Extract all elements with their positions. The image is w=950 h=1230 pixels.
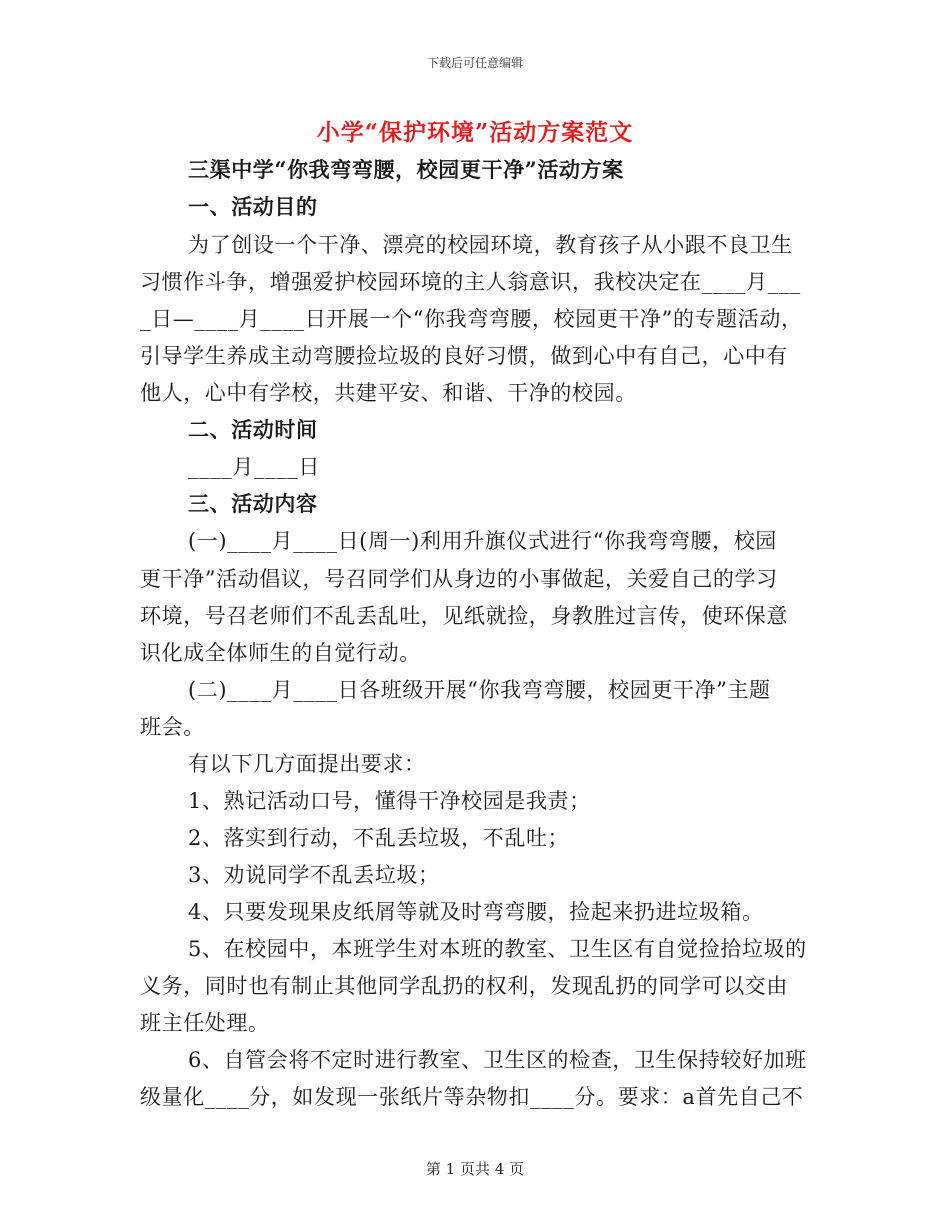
header-note: 下载后可任意编辑	[426, 56, 523, 70]
list-item: 5、在校园中，本班学生对本班的教室、卫生区有自觉捡拾垃圾的	[188, 937, 807, 961]
section-heading-purpose: 一、活动目的	[188, 194, 318, 219]
paragraph-line: 班会。	[140, 715, 205, 739]
list-item: 3、劝说同学不乱丢垃圾；	[188, 863, 440, 887]
page-footer: 第 1 页共 4 页	[425, 1160, 525, 1178]
paragraph-line: 习惯作斗争，增强爱护校园环境的主人翁意识，我校决定在____月___	[140, 270, 801, 294]
subtitle: 三渠中学“你我弯弯腰，校园更干净”活动方案	[188, 157, 624, 182]
page-title: 小学“保护环境”活动方案范文	[316, 119, 634, 146]
paragraph-line: 识化成全体师生的自觉行动。	[140, 641, 421, 665]
paragraph-line: 为了创设一个干净、漂亮的校园环境，教育孩子从小跟不良卫生	[188, 233, 793, 257]
paragraph-line: 义务，同时也有制止其他同学乱扔的权利，发现乱扔的同学可以交由	[140, 974, 788, 998]
paragraph-line: 环境，号召老师们不乱丢乱吐，见纸就捡，身教胜过言传，使环保意	[140, 604, 788, 628]
paragraph-line: 更干净”活动倡议，号召同学们从身边的小事做起，关爱自己的学习	[140, 567, 778, 591]
paragraph-line: ____月____日	[188, 455, 320, 479]
paragraph-line: 有以下几方面提出要求：	[188, 752, 426, 776]
list-item: 1、熟记活动口号，懂得干净校园是我责；	[188, 789, 591, 813]
paragraph-line: (二)____月____日各班级开展“你我弯弯腰，校园更干净”主题	[188, 678, 771, 702]
list-item: 2、落实到行动，不乱丢垃圾，不乱吐；	[188, 826, 570, 850]
section-heading-time: 二、活动时间	[188, 417, 318, 442]
paragraph-line: 他人，心中有学校，共建平安、和谐、干净的校园。	[140, 381, 637, 405]
paragraph-line: (一)____月____日(周一)利用升旗仪式进行“你我弯弯腰，校园	[188, 529, 777, 553]
section-heading-content: 三、活动内容	[188, 491, 318, 516]
paragraph-line: 班主任处理。	[140, 1011, 270, 1035]
paragraph-line: 级量化____分，如发现一张纸片等杂物扣____分。要求：a首先自己不	[140, 1085, 804, 1109]
list-item: 6、自管会将不定时进行教室、卫生区的检查，卫生保持较好加班	[188, 1048, 807, 1072]
list-item: 4、只要发现果皮纸屑等就及时弯弯腰，捡起来扔进垃圾箱。	[188, 900, 764, 924]
paragraph-line: 引导学生养成主动弯腰捡垃圾的良好习惯，做到心中有自己，心中有	[140, 344, 788, 368]
paragraph-line: _日—____月____日开展一个“你我弯弯腰，校园更干净”的专题活动，	[140, 307, 803, 331]
